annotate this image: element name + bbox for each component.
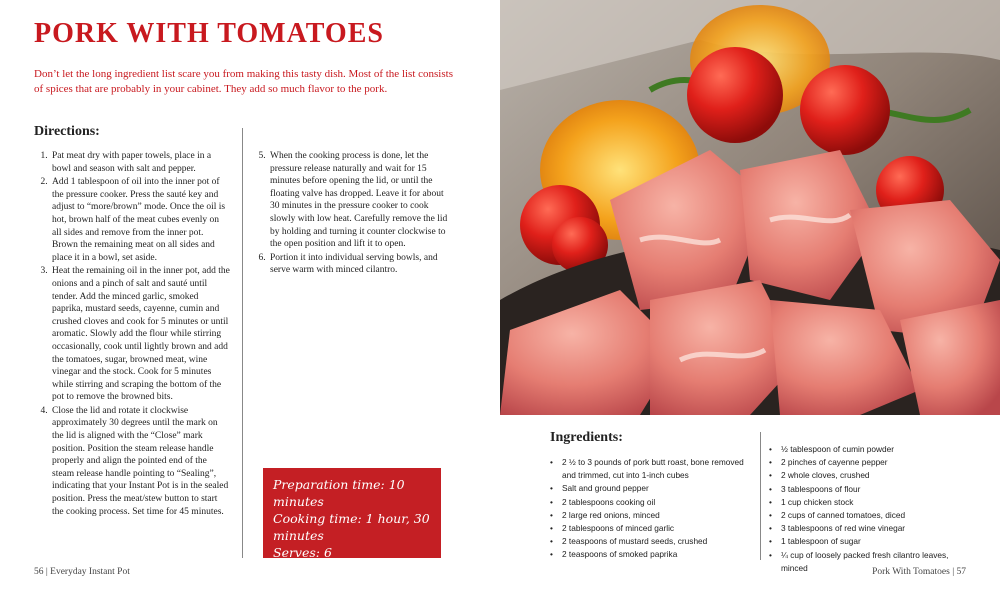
ingredient-item — [550, 548, 755, 561]
ingredient-text: 2 teaspoons of smoked paprika — [562, 549, 678, 560]
direction-step: 3. Heat the remaining oil in the inner pot, add the onions and a pinch of salt and sauté until tender. Add the minced garlic, smoked paprika, mustard seeds, cayenne, cumin and crushed cloves and cook for 5 minutes or until aromatic. Slowly add the flour while stirring occasionally, cook until lightly brown and add the tomatoes, sugar, browned meat, wine vinegar and the stock. Cook for 5 minutes while stirring and scraping the bottom of the pot to remove the browned bits. — [50, 265, 230, 404]
ingredient-item — [550, 456, 755, 482]
ingredients-heading: Ingredients: — [550, 430, 623, 445]
cook-time: Cooking time: 1 hour, 30 minutes — [273, 511, 430, 543]
ingredient-item — [769, 535, 969, 548]
ingredients-column-1 — [550, 456, 755, 562]
ingredient-text: 1 cup chicken stock — [781, 496, 854, 507]
direction-step: 4. Close the lid and rotate it clockwise approximately 30 degrees until the mark on the lid is aligned with the “Close” mark position. Position the steam release handle properly and align the pointed end of the steam release handle pointing to “Sealing”, indicating that your Instant Pot is in the sealed position. Press the meat/stew button to start the cooking process. Set time for 45 minutes. — [50, 405, 230, 518]
bullet: • — [769, 510, 772, 521]
bullet: • — [769, 496, 772, 507]
footer-separator: | — [952, 567, 957, 577]
ingredients-divider — [760, 432, 761, 560]
ingredient-item — [550, 509, 755, 522]
book-title: Everyday Instant Pot — [50, 567, 130, 577]
bullet: • — [769, 549, 772, 560]
ingredient-text: Salt and ground pepper — [562, 483, 649, 494]
bullet: • — [769, 457, 772, 468]
directions-column-2 — [252, 150, 452, 278]
ingredients-list-1 — [550, 456, 755, 562]
ingredient-text: 3 tablespoons of red wine vinegar — [781, 523, 906, 534]
direction-step: 2. Add 1 tablespoon of oil into the inner pot of the pressure cooker. Press the sauté key and adjust to “more/brown” mode. Once the oil is hot, brown half of the meat cubes evenly on all sides and remove from the inner pot. Brown the remaining meat on all sides and place it in a bowl, set aside. — [50, 176, 230, 264]
ingredient-text: 2 teaspoons of mustard seeds, crushed — [562, 536, 708, 547]
directions-list-1 — [34, 150, 230, 518]
ingredient-item — [550, 522, 755, 535]
ingredient-item — [769, 456, 969, 469]
directions-list-2 — [252, 150, 452, 277]
ingredient-item — [769, 443, 969, 456]
ingredient-text: 1 tablespoon of sugar — [781, 536, 861, 547]
page-number-right: 57 — [956, 567, 966, 577]
ingredient-text: 2 whole cloves, crushed — [781, 470, 870, 481]
recipe-title: PORK WITH TOMATOES — [34, 18, 384, 49]
ingredient-item — [769, 522, 969, 535]
timing-box — [263, 468, 441, 558]
ingredient-text: 2 large red onions, minced — [562, 509, 660, 520]
ingredient-text: 2 pinches of cayenne pepper — [781, 457, 888, 468]
ingredient-item — [550, 496, 755, 509]
ingredient-text: ½ tablespoon of cumin powder — [781, 444, 895, 454]
prep-time: Preparation time: 10 minutes — [273, 477, 405, 509]
bullet: • — [550, 523, 553, 534]
recipe-intro: Don’t let the long ingredient list scare you from making this tasty dish. Most of the list consists of spices that are probably in your cabinet. They add so much flavor to the pork. — [34, 68, 453, 95]
ingredient-item — [550, 482, 755, 495]
bullet: • — [550, 549, 553, 560]
ingredient-text: 2 tablespoons cooking oil — [562, 496, 656, 507]
direction-step: 5. When the cooking process is done, let the pressure release naturally and wait for 15 minutes before opening the lid, or until the floating valve has dropped. Leave it for about 30 minutes in the pressure cooker to cook slowly with low heat. Carefully remove the lid by holding and turning it counter clockwise to the open position and lift it to open. — [268, 150, 452, 251]
footer-left — [34, 567, 130, 577]
ingredient-item — [769, 469, 969, 482]
ingredient-text: 2 tablespoons of minced garlic — [562, 523, 675, 534]
directions-column-1 — [34, 150, 230, 519]
ingredient-item — [769, 483, 969, 496]
bullet: • — [769, 483, 772, 494]
ingredients-column-2 — [769, 443, 969, 575]
ingredients-list-2 — [769, 443, 969, 575]
bullet: • — [550, 457, 553, 467]
bullet: • — [769, 523, 772, 534]
pork-tomatoes-illustration — [500, 0, 1000, 415]
servings: Serves: 6 — [273, 545, 332, 560]
directions-heading: Directions: — [34, 124, 100, 139]
ingredient-text: 3 tablespoons of flour — [781, 483, 861, 494]
bullet: • — [550, 536, 553, 547]
ingredient-text: ¼ cup of loosely packed fresh cilantro leaves, minced — [781, 549, 949, 573]
ingredient-item — [550, 535, 755, 548]
bullet: • — [769, 444, 772, 454]
footer-right — [872, 567, 966, 577]
ingredient-item — [769, 496, 969, 509]
ingredient-item — [769, 509, 969, 522]
direction-step: 1. Pat meat dry with paper towels, place in a bowl and season with salt and pepper. — [50, 150, 230, 175]
column-divider — [242, 128, 243, 558]
recipe-photo — [500, 0, 1000, 415]
bullet: • — [769, 536, 772, 547]
chapter-title: Pork With Tomatoes — [872, 567, 950, 577]
ingredient-text: 2 cups of canned tomatoes, diced — [781, 510, 906, 521]
page-number-left: 56 — [34, 567, 44, 577]
bullet: • — [769, 470, 772, 481]
direction-step: 6. Portion it into individual serving bowls, and serve warm with minced cilantro. — [268, 252, 452, 277]
bullet: • — [550, 483, 553, 494]
bullet: • — [550, 509, 553, 520]
ingredient-text: 2 ½ to 3 pounds of pork butt roast, bone removed and trimmed, cut into 1-inch cubes — [562, 457, 744, 481]
footer-separator: | — [45, 567, 51, 577]
bullet: • — [550, 496, 553, 507]
